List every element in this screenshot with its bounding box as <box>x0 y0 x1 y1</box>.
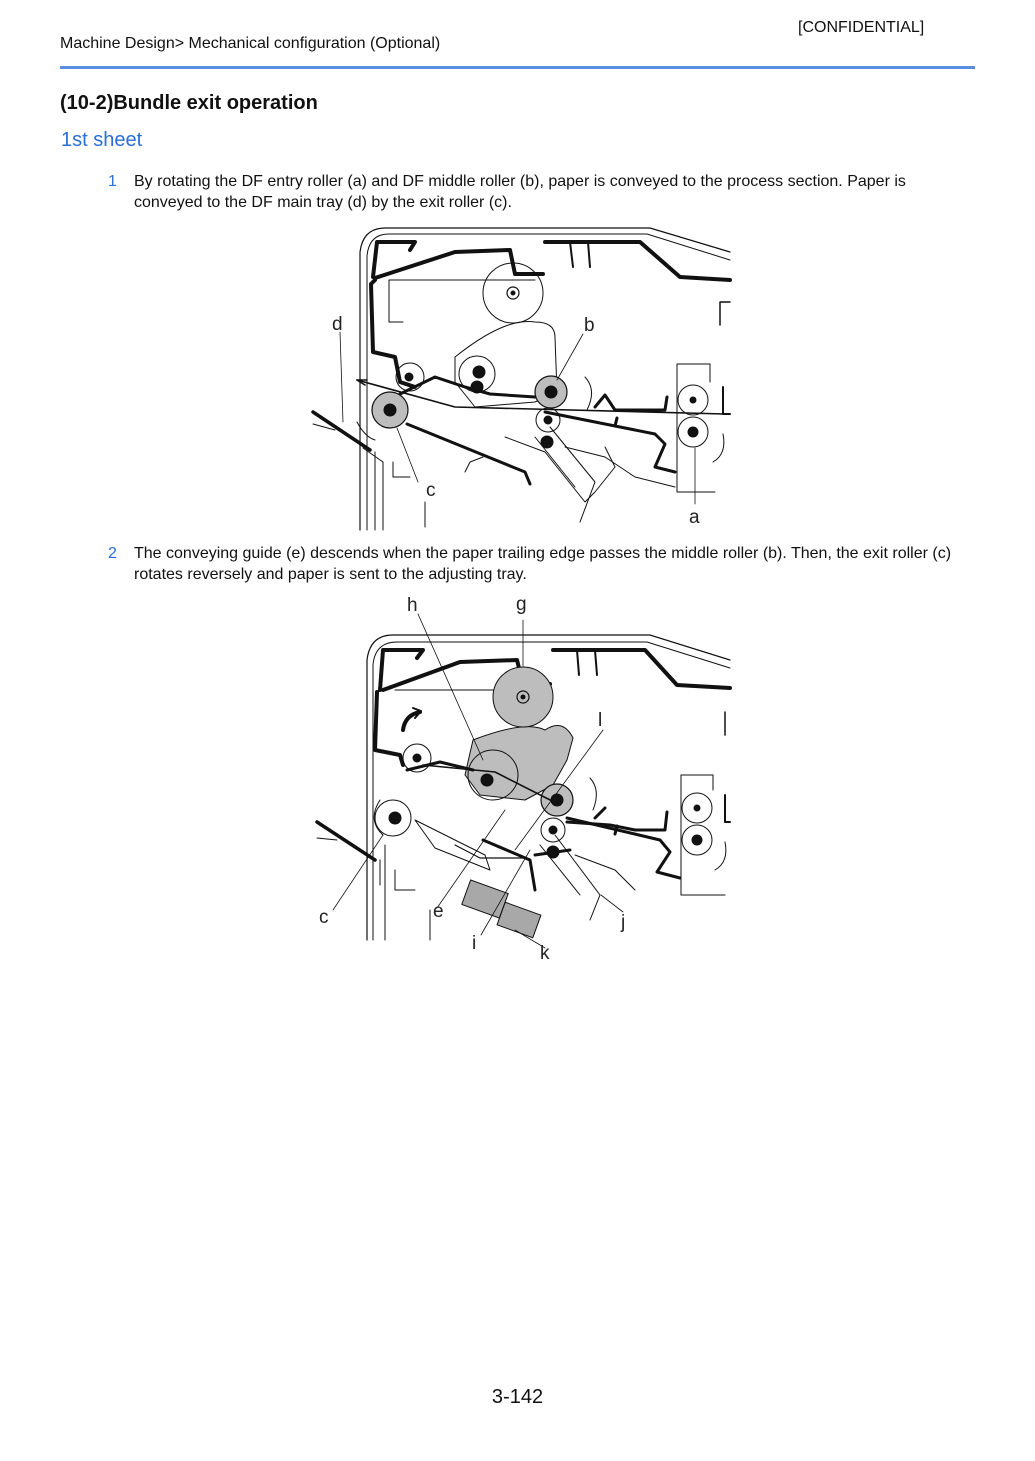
confidential-marker: [CONFIDENTIAL] <box>798 19 925 36</box>
subsection-title: 1st sheet <box>61 129 143 151</box>
step-2 <box>108 543 978 585</box>
label-g: g <box>516 594 527 615</box>
label-b: b <box>584 315 595 336</box>
label-c: c <box>319 907 329 928</box>
label-a: a <box>689 507 700 528</box>
step-number: 2 <box>108 545 117 562</box>
header-rule <box>60 66 975 69</box>
label-h: h <box>407 595 418 616</box>
label-j: j <box>621 912 626 933</box>
section-title: (10-2)Bundle exit operation <box>60 92 318 114</box>
step-text: By rotating the DF entry roller (a) and DF middle roller (b), paper is conveyed to the process section. Paper is conveyed to the DF main tray (d) by the exit roller (c). <box>134 173 906 211</box>
label-l: l <box>598 710 603 731</box>
step-1 <box>108 171 978 213</box>
figure-2-diagram <box>305 590 735 960</box>
label-i: i <box>472 933 477 954</box>
label-c: c <box>426 480 436 501</box>
page-number: 3-142 <box>491 1386 544 1408</box>
label-d: d <box>332 314 343 335</box>
step-text: The conveying guide (e) descends when the paper trailing edge passes the middle roller (b). Then, the exit roller (c) rotates reversely and paper is sent to the adjusting tray. <box>134 545 952 583</box>
label-k: k <box>540 943 550 960</box>
figure-1-diagram <box>305 222 735 532</box>
label-e: e <box>433 901 444 922</box>
breadcrumb: Machine Design> Mechanical configuration (Optional) <box>60 35 441 52</box>
step-number: 1 <box>108 173 117 190</box>
